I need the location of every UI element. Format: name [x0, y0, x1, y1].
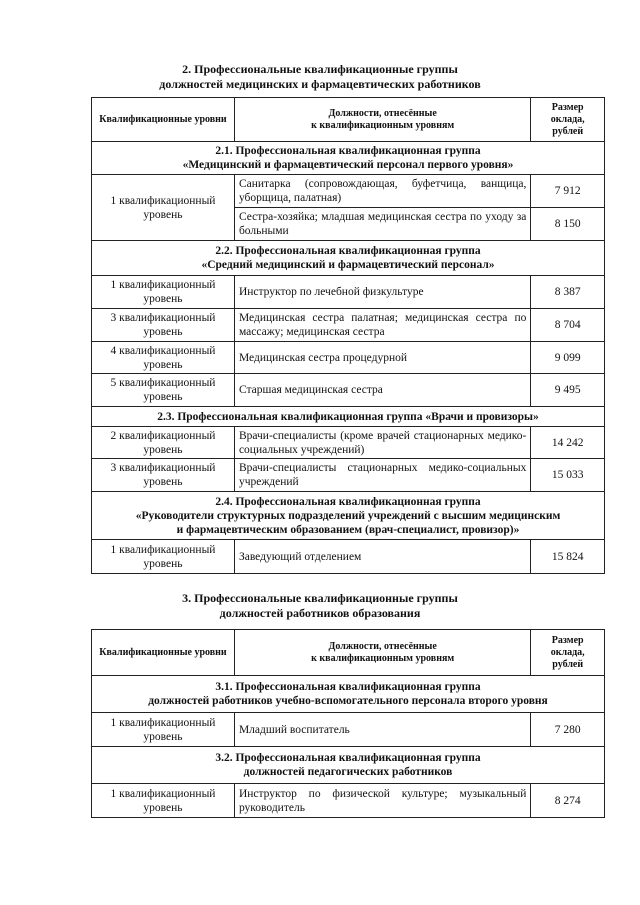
position-cell: Медицинская сестра процедурной: [234, 342, 530, 374]
group-title-line: и фармацевтическим образованием (врач-специалист, провизор)»: [176, 523, 520, 536]
section2-title-line1: 2. Профессиональные квалификационные группы: [182, 62, 458, 76]
header-level: Квалификационные уровни: [92, 98, 235, 142]
salary-cell: 8 150: [531, 208, 605, 241]
level-cell: 1 квалификационный уровень: [92, 276, 235, 309]
table-row: [92, 175, 605, 208]
position-cell: Врачи-специалисты стационарных медико-социальных учреждений: [234, 459, 530, 492]
header-positions-line2: к квалификационным уровням: [311, 119, 455, 131]
header-positions: [234, 630, 530, 676]
table-row: [92, 784, 605, 818]
position-cell: Санитарка (сопровождающая, буфетчица, ванщица, уборщица, палатная): [234, 175, 530, 208]
salary-cell: 8 704: [531, 309, 605, 342]
table-header-row: [92, 630, 605, 676]
group-title-line: 3.1. Профессиональная квалификационная группа: [215, 681, 481, 693]
group-title-line: 3.2. Профессиональная квалификационная группа: [215, 752, 481, 764]
group-title-row: [92, 241, 605, 276]
section2-table: [91, 97, 605, 574]
group-title-row: [92, 407, 605, 427]
position-cell: Младший воспитатель: [234, 713, 530, 747]
position-cell: Инструктор по физической культуре; музыкальный руководитель: [234, 784, 530, 818]
salary-cell: 9 495: [531, 374, 605, 407]
table-row: [92, 374, 605, 407]
header-positions-line2: к квалификационным уровням: [311, 652, 455, 664]
position-cell: Медицинская сестра палатная; медицинская сестра по массажу; медицинская сестра: [234, 309, 530, 342]
group-title: [92, 676, 605, 713]
section2-title: [0, 62, 640, 92]
group-title-line: 2.4. Профессиональная квалификационная группа: [215, 495, 481, 508]
salary-cell: 15 824: [531, 540, 605, 574]
group-title: [92, 142, 605, 175]
table-row: [92, 309, 605, 342]
group-title: [92, 492, 605, 540]
section3-title-line2: должностей работников образования: [219, 606, 421, 620]
header-positions: [234, 98, 530, 142]
position-cell: Врачи-специалисты (кроме врачей стационарных медико-социальных учреждений): [234, 427, 530, 459]
position-cell: Заведующий отделением: [234, 540, 530, 574]
table-row: [92, 427, 605, 459]
table-row: [92, 276, 605, 309]
group-title-line: 2.2. Профессиональная квалификационная группа: [215, 245, 481, 257]
group-title-row: [92, 492, 605, 540]
position-cell: Сестра-хозяйка; младшая медицинская сестра по уходу за больными: [234, 208, 530, 241]
header-salary: Размер оклада, рублей: [531, 630, 605, 676]
section2-title-line2: должностей медицинских и фармацевтических работников: [159, 77, 481, 91]
level-cell: 3 квалификационный уровень: [92, 459, 235, 492]
salary-cell: 8 387: [531, 276, 605, 309]
group-title-line: должностей работников учебно-вспомогательного персонала второго уровня: [148, 695, 548, 707]
header-salary: Размер оклада, рублей: [531, 98, 605, 142]
salary-cell: 7 912: [531, 175, 605, 208]
group-title-row: [92, 142, 605, 175]
header-positions-line1: Должности, отнесённые: [328, 640, 437, 652]
section3-table: [91, 629, 605, 818]
salary-cell: 15 033: [531, 459, 605, 492]
level-cell: 1 квалификационный уровень: [92, 175, 235, 241]
group-title: [92, 241, 605, 276]
section3-title-line1: 3. Профессиональные квалификационные группы: [182, 591, 458, 605]
group-title-line: 2.1. Профессиональная квалификационная группа: [215, 145, 481, 157]
salary-cell: 7 280: [531, 713, 605, 747]
table-row: [92, 459, 605, 492]
level-cell: 1 квалификационный уровень: [92, 540, 235, 574]
table-row: [92, 713, 605, 747]
group-title-line: «Средний медицинский и фармацевтический персонал»: [201, 259, 495, 271]
group-title-row: [92, 676, 605, 713]
level-cell: 1 квалификационный уровень: [92, 713, 235, 747]
level-cell: 5 квалификационный уровень: [92, 374, 235, 407]
salary-cell: 14 242: [531, 427, 605, 459]
level-cell: 4 квалификационный уровень: [92, 342, 235, 374]
position-cell: Инструктор по лечебной физкультуре: [234, 276, 530, 309]
table-row: [92, 342, 605, 374]
section3-title: [0, 591, 640, 621]
group-title-line: «Медицинский и фармацевтический персонал первого уровня»: [182, 159, 514, 171]
salary-cell: 9 099: [531, 342, 605, 374]
header-positions-line1: Должности, отнесённые: [328, 107, 437, 119]
header-level: Квалификационные уровни: [92, 630, 235, 676]
level-cell: 1 квалификационный уровень: [92, 784, 235, 818]
level-cell: 2 квалификационный уровень: [92, 427, 235, 459]
group-title-line: должностей педагогических работников: [243, 766, 453, 778]
level-cell: 3 квалификационный уровень: [92, 309, 235, 342]
group-title-line: «Руководители структурных подразделений учреждений с высшим медицинским: [135, 509, 561, 522]
group-title-line: 2.3. Профессиональная квалификационная группа «Врачи и провизоры»: [157, 410, 539, 423]
salary-cell: 8 274: [531, 784, 605, 818]
position-cell: Старшая медицинская сестра: [234, 374, 530, 407]
group-title: [92, 407, 605, 427]
table-row: [92, 540, 605, 574]
group-title-row: [92, 747, 605, 784]
group-title: [92, 747, 605, 784]
table-header-row: [92, 98, 605, 142]
